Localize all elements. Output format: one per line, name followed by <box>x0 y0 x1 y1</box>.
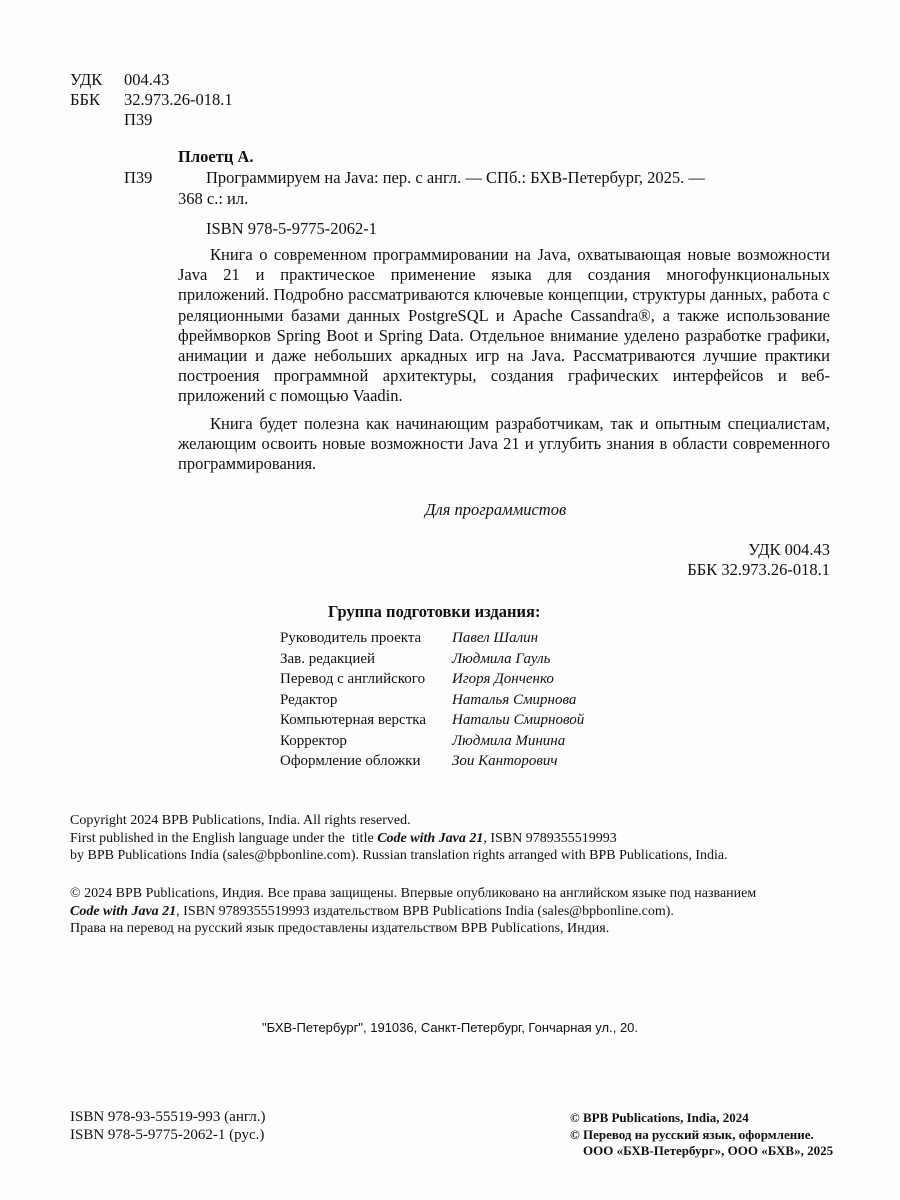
team-name: Павел Шалин <box>452 630 539 646</box>
copyright-en <box>70 812 728 865</box>
team-role: Оформление обложки <box>280 753 421 769</box>
team-list <box>280 629 584 773</box>
footer-copy-3: ООО «БХВ-Петербург», ООО «БХВ», 2025 <box>583 1143 834 1158</box>
isbn-english: ISBN 978-93-55519-993 (англ.) <box>70 1109 266 1125</box>
udk-value: 004.43 <box>124 70 170 89</box>
abstract-paragraph-1: Книга о современном программировании на Java, охватывающая новые возможности Java 21 и практическое применение языка для создания многофункциональных приложений. Подробно рассматриваются ключевые концепции, структуры данных, работа с реляционными базами данных PostgreSQL и Apache Cassandra®, а также использование фреймворков Spring Boot и Spring Data. Отдельное внимание уделено разработке графики, анимации и даже небольших аркадных игр на Java. Рассматриваются лучшие практики построения программной архитектуры, создания графических интерфейсов и веб-приложений с помощью Vaadin. <box>178 245 830 406</box>
team-name: Игоря Донченко <box>452 671 554 687</box>
footer-isbns <box>70 1108 265 1144</box>
footer-copyrights <box>570 1110 833 1160</box>
team-row <box>280 629 584 650</box>
original-title: Code with Java 21 <box>377 830 484 846</box>
bib-title-line: Программируем на Java: пер. с англ. — СПб.: БХВ-Петербург, 2025. — <box>206 168 705 187</box>
original-title-ru: Code with Java 21 <box>70 903 177 919</box>
team-name: Людмила Гауль <box>452 650 551 667</box>
copyright-en-line-1: Copyright 2024 BPB Publications, India. All rights reserved. <box>70 813 411 828</box>
team-role: Перевод с английского <box>280 671 426 687</box>
team-row <box>280 711 584 732</box>
team-heading: Группа подготовки издания: <box>328 602 541 621</box>
udk-label: УДК <box>70 70 103 89</box>
team-role: Зав. редакцией <box>280 650 376 667</box>
copyright-ru-line-1: © 2024 BPB Publications, Индия. Все права защищены. Впервые опубликовано на английском языке под названием <box>70 886 757 901</box>
team-role: Корректор <box>280 732 347 749</box>
team-row <box>280 732 584 753</box>
bbk-label: ББК <box>70 90 100 109</box>
author-mark-row <box>70 110 233 130</box>
footer-copy-2: © Перевод на русский язык, оформление. <box>570 1126 814 1142</box>
copyright-ru-line-2-text: , ISBN 9789355519993 издательством BPB Publications India (sales@bpbonline.com). <box>176 903 674 919</box>
team-row <box>280 650 584 671</box>
isbn-russian: ISBN 978-5-9775-2062-1 (рус.) <box>70 1127 265 1143</box>
team-row <box>280 691 584 712</box>
author-mark: П39 <box>124 110 153 129</box>
copyright-ru-line-3: Права на перевод на русский язык предоставлены издательством BPB Publications, Индия. <box>70 921 610 936</box>
udk-row <box>70 70 233 90</box>
team-name: Зои Канторович <box>452 753 558 769</box>
bbk-right: ББК 32.973.26-018.1 <box>687 560 830 579</box>
author-name: Плоетц А. <box>178 147 254 166</box>
team-role: Компьютерная верстка <box>280 712 426 728</box>
team-name: Людмила Минина <box>452 732 566 749</box>
audience-label: Для программистов <box>425 500 567 519</box>
original-isbn: , ISBN 9789355519993 <box>483 830 617 846</box>
classification-right <box>687 540 830 580</box>
footer-copy-1: © BPB Publications, India, 2024 <box>570 1110 749 1125</box>
team-name: Натальи Смирновой <box>452 712 585 728</box>
udk-right: УДК 004.43 <box>748 540 830 559</box>
abstract <box>178 245 830 474</box>
bbk-row <box>70 90 233 110</box>
publisher-address: "БХВ-Петербург", 191036, Санкт-Петербург, Гончарная ул., 20. <box>261 1020 639 1035</box>
bib-pages-line: 368 с.: ил. <box>178 189 249 208</box>
abstract-paragraph-2: Книга будет полезна как начинающим разработчикам, так и опытным специалистам, желающим освоить новые возможности Java 21 и углубить знания в области современного программирования. <box>178 413 830 474</box>
bbk-value: 32.973.26-018.1 <box>124 90 233 109</box>
team-row <box>280 752 584 773</box>
copyright-ru-line-2 <box>70 903 756 921</box>
bib-author-mark: П39 <box>124 168 153 187</box>
copyright-en-line-2-text: First published in the English language under the title <box>70 830 378 846</box>
copyright-en-line-3: by BPB Publications India (sales@bpbonline.com). Russian translation rights arranged with BPB Publications, India. <box>70 848 728 863</box>
copyright-en-line-2 <box>70 830 728 848</box>
team-name: Наталья Смирнова <box>452 691 577 708</box>
copyright-ru <box>70 885 756 938</box>
classification-block <box>70 70 233 130</box>
team-role: Редактор <box>280 691 338 708</box>
team-row <box>280 670 584 691</box>
team-role: Руководитель проекта <box>280 630 422 646</box>
bib-isbn: ISBN 978-5-9775-2062-1 <box>206 219 377 238</box>
